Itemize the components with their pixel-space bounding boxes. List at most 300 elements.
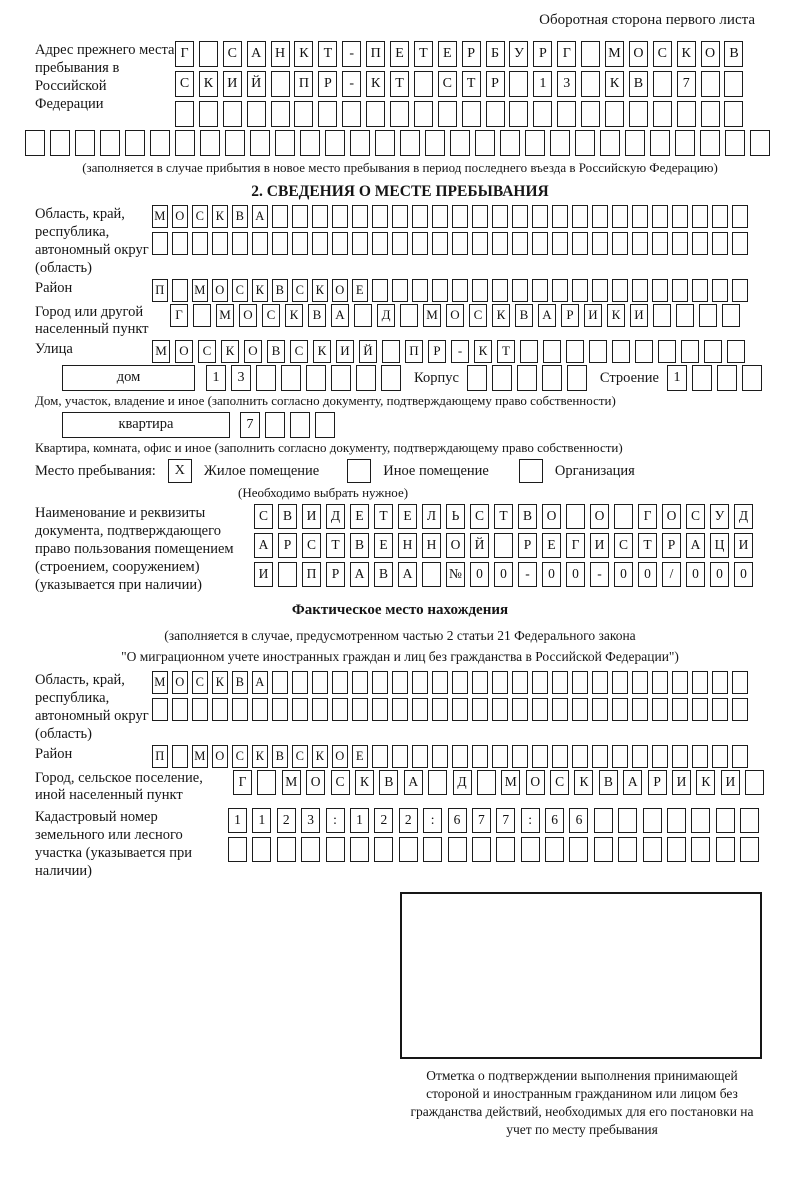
char-box: [199, 41, 218, 67]
char-box: [653, 71, 672, 97]
char-box: [172, 232, 188, 255]
char-box: [532, 671, 548, 694]
char-box: А: [331, 304, 349, 327]
char-box: С: [262, 304, 280, 327]
char-box: [452, 279, 468, 302]
char-box: [592, 671, 608, 694]
char-box: М: [192, 745, 208, 768]
char-box: 0: [494, 562, 513, 587]
char-box: [392, 205, 408, 228]
char-box: [422, 562, 441, 587]
char-box: [712, 698, 728, 721]
char-box: [492, 745, 508, 768]
char-box: Е: [390, 41, 409, 67]
char-box: П: [405, 340, 423, 363]
actual-location-note: [0, 625, 800, 667]
char-box: :: [521, 808, 540, 833]
char-box: [399, 837, 418, 862]
fact-region-grid: [152, 671, 752, 721]
char-box: [592, 279, 608, 302]
char-box: [732, 279, 748, 302]
char-box: К: [313, 340, 331, 363]
char-box: [658, 340, 676, 363]
document-grid: [254, 504, 758, 587]
char-box: [152, 232, 168, 255]
char-box: [372, 232, 388, 255]
char-box: Ь: [446, 504, 465, 529]
option-other-premises-label: Иное помещение: [383, 462, 489, 479]
char-box: [581, 101, 600, 127]
char-box: 1: [206, 365, 226, 391]
char-box: [672, 698, 688, 721]
char-box: К: [366, 71, 385, 97]
char-box: Д: [326, 504, 345, 529]
char-grid-row: [175, 71, 748, 97]
char-box: [512, 698, 528, 721]
char-box: С: [686, 504, 705, 529]
char-box: [742, 365, 762, 391]
char-box: И: [672, 770, 691, 795]
char-grid-row: [25, 130, 800, 156]
checkbox-other-premises: [347, 459, 371, 483]
char-box: С: [614, 533, 633, 558]
char-box: [632, 205, 648, 228]
street-label: Улица: [35, 341, 73, 357]
char-box: [100, 130, 120, 156]
char-box: [212, 698, 228, 721]
char-box: :: [423, 808, 442, 833]
char-box: -: [342, 71, 361, 97]
char-box: [412, 232, 428, 255]
char-box: [400, 130, 420, 156]
char-box: 7: [240, 412, 260, 438]
char-box: [572, 279, 588, 302]
char-box: И: [336, 340, 354, 363]
char-box: 2: [399, 808, 418, 833]
char-box: [271, 101, 290, 127]
char-box: [496, 837, 515, 862]
char-box: Р: [278, 533, 297, 558]
char-box: [225, 130, 245, 156]
char-box: С: [290, 340, 308, 363]
char-box: [594, 837, 613, 862]
char-box: [301, 837, 320, 862]
char-box: О: [332, 279, 348, 302]
char-box: С: [302, 533, 321, 558]
char-box: [175, 101, 194, 127]
previous-address-label: Адрес прежнего места пребывания в Российской Федерации: [35, 42, 175, 112]
char-box: О: [172, 205, 188, 228]
char-box: Г: [233, 770, 252, 795]
char-box: И: [584, 304, 602, 327]
char-box: [632, 745, 648, 768]
char-box: [652, 205, 668, 228]
char-box: И: [630, 304, 648, 327]
char-box: [581, 41, 600, 67]
char-box: 7: [472, 808, 491, 833]
apartment-note: Квартира, комната, офис и иное (заполнить согласно документу, подтверждающему право собственности): [35, 440, 623, 455]
char-box: В: [267, 340, 285, 363]
char-box: [265, 412, 285, 438]
char-box: Е: [542, 533, 561, 558]
char-box: В: [724, 41, 743, 67]
char-box: [494, 533, 513, 558]
char-box: В: [379, 770, 398, 795]
char-box: [676, 304, 694, 327]
char-box: М: [152, 671, 168, 694]
char-box: В: [272, 745, 288, 768]
char-box: В: [232, 205, 248, 228]
char-box: В: [272, 279, 288, 302]
char-box: [612, 279, 628, 302]
char-box: [572, 671, 588, 694]
char-box: И: [734, 533, 753, 558]
char-box: О: [446, 304, 464, 327]
char-box: [332, 671, 348, 694]
char-box: [652, 745, 668, 768]
char-box: У: [509, 41, 528, 67]
char-box: [392, 279, 408, 302]
char-box: Ц: [710, 533, 729, 558]
char-box: [732, 671, 748, 694]
char-box: [716, 837, 735, 862]
char-box: [472, 232, 488, 255]
char-box: А: [398, 562, 417, 587]
char-box: Р: [428, 340, 446, 363]
char-box: [412, 205, 428, 228]
char-grid-row: [175, 101, 748, 127]
char-box: [605, 101, 624, 127]
char-box: Д: [734, 504, 753, 529]
char-box: В: [518, 504, 537, 529]
actual-location-note-line1: (заполняется в случае, предусмотренном частью 2 статьи 21 Федерального закона: [164, 628, 636, 643]
char-box: [700, 130, 720, 156]
char-box: [692, 279, 708, 302]
char-box: [432, 232, 448, 255]
corner-note: Оборотная сторона первого листа: [539, 12, 755, 28]
char-box: В: [278, 504, 297, 529]
char-box: [432, 671, 448, 694]
char-box: [452, 671, 468, 694]
char-box: [725, 130, 745, 156]
char-box: -: [590, 562, 609, 587]
char-box: К: [607, 304, 625, 327]
char-box: [312, 232, 328, 255]
char-box: [581, 71, 600, 97]
char-box: [557, 101, 576, 127]
char-box: [716, 808, 735, 833]
char-box: В: [629, 71, 648, 97]
char-box: А: [252, 205, 268, 228]
char-box: [250, 130, 270, 156]
char-grid-row: [254, 504, 758, 529]
char-box: Т: [497, 340, 515, 363]
actual-location-note-line2: "О миграционном учете иностранных граждан и лиц без гражданства в Российской Федерации"): [121, 649, 679, 664]
char-box: [472, 745, 488, 768]
char-grid-row: [254, 562, 758, 587]
checkbox-organization: [519, 459, 543, 483]
char-box: [589, 340, 607, 363]
char-box: [701, 101, 720, 127]
char-box: М: [152, 205, 168, 228]
char-box: [569, 837, 588, 862]
char-box: [704, 340, 722, 363]
char-box: [332, 205, 348, 228]
char-box: [438, 101, 457, 127]
field-city: [0, 304, 800, 338]
char-box: [272, 698, 288, 721]
char-box: Р: [533, 41, 552, 67]
char-box: С: [232, 745, 248, 768]
char-box: П: [294, 71, 313, 97]
char-box: [592, 745, 608, 768]
char-box: 2: [277, 808, 296, 833]
char-grid-row: [152, 340, 750, 363]
char-box: [492, 365, 512, 391]
char-box: 3: [301, 808, 320, 833]
char-box: [672, 279, 688, 302]
char-box: [552, 205, 568, 228]
char-box: [532, 279, 548, 302]
char-box: [315, 412, 335, 438]
char-box: Р: [326, 562, 345, 587]
char-box: [492, 205, 508, 228]
char-box: 0: [470, 562, 489, 587]
char-grid-row: [175, 41, 748, 67]
char-box: [477, 770, 496, 795]
char-box: [452, 232, 468, 255]
fact-region-label: Область, край, республика, автономный округ (область): [35, 672, 149, 742]
char-box: 0: [614, 562, 633, 587]
char-box: Р: [518, 533, 537, 558]
char-box: -: [451, 340, 469, 363]
char-grid-row: [467, 365, 592, 391]
char-box: М: [152, 340, 170, 363]
char-box: Д: [453, 770, 472, 795]
char-box: М: [501, 770, 520, 795]
char-box: [392, 671, 408, 694]
char-box: Й: [359, 340, 377, 363]
char-box: К: [696, 770, 715, 795]
char-box: В: [599, 770, 618, 795]
char-box: [252, 232, 268, 255]
char-box: [374, 837, 393, 862]
char-box: К: [574, 770, 593, 795]
char-box: [172, 698, 188, 721]
char-box: 6: [569, 808, 588, 833]
char-box: П: [366, 41, 385, 67]
char-box: [375, 130, 395, 156]
char-box: И: [254, 562, 273, 587]
region-label: Область, край, республика, автономный округ (область): [35, 206, 149, 276]
char-box: [492, 698, 508, 721]
char-box: Т: [414, 41, 433, 67]
char-box: [552, 279, 568, 302]
char-box: [712, 671, 728, 694]
cadastre-label: Кадастровый номер земельного или лесного участка (указывается при наличии): [35, 809, 192, 879]
char-box: [452, 205, 468, 228]
char-box: [172, 745, 188, 768]
char-box: Т: [638, 533, 657, 558]
char-box: [372, 745, 388, 768]
char-grid-row: [254, 533, 758, 558]
char-box: [652, 671, 668, 694]
char-box: [592, 698, 608, 721]
char-box: С: [254, 504, 273, 529]
char-box: [532, 745, 548, 768]
previous-address-grid: [175, 41, 748, 127]
char-box: Р: [662, 533, 681, 558]
char-box: К: [294, 41, 313, 67]
char-box: М: [216, 304, 234, 327]
char-box: К: [355, 770, 374, 795]
char-box: [292, 205, 308, 228]
char-box: [520, 340, 538, 363]
char-box: [653, 304, 671, 327]
apartment-labelbox: квартира: [62, 412, 230, 438]
char-box: О: [590, 504, 609, 529]
char-box: [667, 808, 686, 833]
char-box: Р: [462, 41, 481, 67]
previous-address-note: (заполняется в случае прибытия в новое место пребывания в период последнего въезда в Российскую Федерацию): [82, 160, 718, 175]
char-box: [432, 745, 448, 768]
char-box: С: [470, 504, 489, 529]
char-box: 7: [677, 71, 696, 97]
char-box: [672, 205, 688, 228]
char-box: [50, 130, 70, 156]
char-box: [332, 232, 348, 255]
char-box: [632, 279, 648, 302]
char-box: [325, 130, 345, 156]
char-box: К: [212, 205, 228, 228]
char-box: У: [710, 504, 729, 529]
char-box: [692, 205, 708, 228]
char-box: [552, 232, 568, 255]
char-box: [192, 698, 208, 721]
char-box: [653, 101, 672, 127]
field-house: [62, 365, 800, 391]
field-street: [0, 340, 800, 363]
char-box: М: [282, 770, 301, 795]
option-organization-label: Организация: [554, 462, 635, 479]
char-box: [432, 205, 448, 228]
char-box: [618, 837, 637, 862]
char-box: 0: [686, 562, 705, 587]
char-box: [552, 745, 568, 768]
field-stay-type: [35, 459, 800, 483]
char-box: [692, 671, 708, 694]
char-box: Т: [374, 504, 393, 529]
char-box: И: [590, 533, 609, 558]
char-box: [332, 698, 348, 721]
char-box: [691, 837, 710, 862]
char-box: [652, 232, 668, 255]
char-box: [306, 365, 326, 391]
char-box: [567, 365, 587, 391]
char-box: [392, 698, 408, 721]
char-box: И: [302, 504, 321, 529]
char-box: А: [254, 533, 273, 558]
char-box: [732, 698, 748, 721]
char-box: [542, 365, 562, 391]
char-box: [745, 770, 764, 795]
char-box: К: [285, 304, 303, 327]
char-box: С: [331, 770, 350, 795]
char-box: [675, 130, 695, 156]
char-box: 6: [545, 808, 564, 833]
char-box: [472, 698, 488, 721]
char-box: [192, 232, 208, 255]
char-box: К: [221, 340, 239, 363]
char-box: [612, 745, 628, 768]
char-box: Й: [470, 533, 489, 558]
char-box: [543, 340, 561, 363]
char-box: [277, 837, 296, 862]
char-box: [612, 671, 628, 694]
char-box: [521, 837, 540, 862]
char-grid-row: [152, 232, 752, 255]
char-box: [692, 232, 708, 255]
char-box: С: [550, 770, 569, 795]
char-box: [492, 671, 508, 694]
char-box: [672, 745, 688, 768]
char-box: [732, 232, 748, 255]
char-box: Т: [494, 504, 513, 529]
char-box: А: [404, 770, 423, 795]
char-box: С: [232, 279, 248, 302]
char-box: [352, 232, 368, 255]
field-fact-city: [0, 770, 800, 804]
fact-city-label: Город, сельское поселение, иной населенный пункт: [35, 770, 203, 803]
field-fact-district: [0, 745, 800, 768]
char-box: [600, 130, 620, 156]
char-box: О: [212, 745, 228, 768]
char-box: Е: [352, 745, 368, 768]
char-box: [425, 130, 445, 156]
char-box: Р: [318, 71, 337, 97]
char-box: О: [175, 340, 193, 363]
char-box: [392, 745, 408, 768]
char-box: [552, 698, 568, 721]
field-region: [0, 205, 800, 277]
char-grid-row: [667, 365, 767, 391]
char-box: [677, 101, 696, 127]
char-box: Т: [462, 71, 481, 97]
char-box: [525, 130, 545, 156]
char-grid-row: [152, 698, 752, 721]
char-box: [272, 232, 288, 255]
char-box: С: [292, 745, 308, 768]
char-box: П: [302, 562, 321, 587]
char-box: [618, 808, 637, 833]
char-box: [472, 837, 491, 862]
char-box: 0: [566, 562, 585, 587]
char-box: К: [252, 745, 268, 768]
char-box: [632, 671, 648, 694]
char-box: [717, 365, 737, 391]
char-box: [326, 837, 345, 862]
char-box: К: [312, 745, 328, 768]
char-box: [75, 130, 95, 156]
char-box: [372, 671, 388, 694]
char-box: С: [438, 71, 457, 97]
char-box: [692, 698, 708, 721]
char-box: [750, 130, 770, 156]
char-box: [247, 101, 266, 127]
char-box: Н: [422, 533, 441, 558]
char-box: [592, 232, 608, 255]
char-box: [545, 837, 564, 862]
